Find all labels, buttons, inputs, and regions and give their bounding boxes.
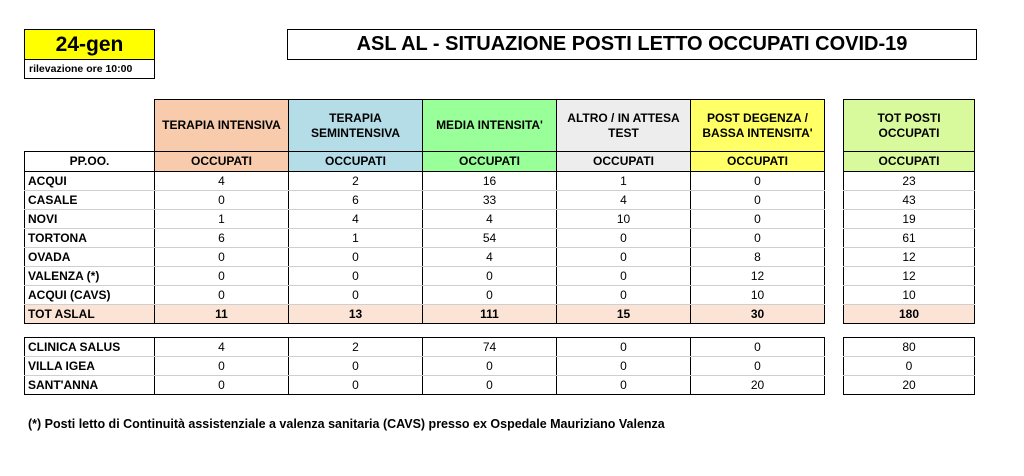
- value-cell: 0: [289, 267, 423, 286]
- value-cell: 0: [423, 376, 557, 395]
- value-cell: 2: [289, 172, 423, 191]
- row-label: ACQUI (CAVS): [25, 286, 155, 305]
- date-label: 24-gen: [24, 29, 155, 60]
- value-cell: 0: [289, 286, 423, 305]
- blank-cell: [825, 248, 844, 267]
- header-row: [25, 100, 975, 152]
- value-cell: 0: [691, 172, 825, 191]
- total-cell: 23: [844, 172, 975, 191]
- column-subheader: OCCUPATI: [557, 152, 691, 172]
- value-cell: 0: [155, 267, 289, 286]
- table-row: [25, 305, 975, 324]
- column-header: TERAPIA INTENSIVA: [155, 100, 289, 152]
- blank-cell: [825, 229, 844, 248]
- value-cell: 4: [289, 210, 423, 229]
- private-clinics-table: [24, 337, 975, 395]
- blank-cell: [825, 267, 844, 286]
- value-cell: 0: [691, 191, 825, 210]
- total-cell: 12: [844, 267, 975, 286]
- blank-cell: [825, 172, 844, 191]
- total-cell: 20: [844, 376, 975, 395]
- table-row: [25, 191, 975, 210]
- table-row: [25, 267, 975, 286]
- value-cell: 0: [155, 191, 289, 210]
- total-cell: 80: [844, 338, 975, 357]
- column-subheader: OCCUPATI: [691, 152, 825, 172]
- value-cell: 0: [557, 357, 691, 376]
- value-cell: 1: [155, 210, 289, 229]
- row-label: TORTONA: [25, 229, 155, 248]
- blank-cell: [25, 100, 155, 152]
- value-cell: 0: [691, 229, 825, 248]
- value-cell: 0: [289, 248, 423, 267]
- total-cell: 43: [844, 191, 975, 210]
- value-cell: 0: [423, 357, 557, 376]
- total-column-subheader: OCCUPATI: [844, 152, 975, 172]
- value-cell: 30: [691, 305, 825, 324]
- footnote: (*) Posti letto di Continuità assistenziale a valenza sanitaria (CAVS) presso ex Ospedale Mauriziano Valenza: [28, 417, 665, 431]
- value-cell: 12: [691, 267, 825, 286]
- row-label: VALENZA (*): [25, 267, 155, 286]
- blank-cell: [825, 191, 844, 210]
- column-header: POST DEGENZA / BASSA INTENSITA': [691, 100, 825, 152]
- value-cell: 4: [423, 248, 557, 267]
- subheader-row: [25, 152, 975, 172]
- value-cell: 8: [691, 248, 825, 267]
- blank-cell: [825, 338, 844, 357]
- table-row: [25, 229, 975, 248]
- row-label: CASALE: [25, 191, 155, 210]
- total-cell: 12: [844, 248, 975, 267]
- value-cell: 0: [289, 357, 423, 376]
- value-cell: 0: [289, 376, 423, 395]
- row-label: NOVI: [25, 210, 155, 229]
- value-cell: 16: [423, 172, 557, 191]
- column-subheader: OCCUPATI: [155, 152, 289, 172]
- table-row: [25, 286, 975, 305]
- table-row: [25, 210, 975, 229]
- value-cell: 0: [691, 210, 825, 229]
- value-cell: 6: [155, 229, 289, 248]
- value-cell: 0: [155, 286, 289, 305]
- blank-cell: [825, 100, 844, 152]
- column-subheader: OCCUPATI: [423, 152, 557, 172]
- column-header: MEDIA INTENSITA': [423, 100, 557, 152]
- blank-cell: [825, 152, 844, 172]
- table-row: [25, 172, 975, 191]
- value-cell: 0: [155, 376, 289, 395]
- row-label: TOT ASLAL: [25, 305, 155, 324]
- value-cell: 0: [557, 267, 691, 286]
- value-cell: 0: [423, 267, 557, 286]
- blank-cell: [825, 286, 844, 305]
- value-cell: 1: [557, 172, 691, 191]
- table-row: [25, 248, 975, 267]
- value-cell: 10: [691, 286, 825, 305]
- blank-cell: [825, 376, 844, 395]
- value-cell: 74: [423, 338, 557, 357]
- value-cell: 2: [289, 338, 423, 357]
- value-cell: 0: [557, 248, 691, 267]
- row-label: CLINICA SALUS: [25, 338, 155, 357]
- row-label: OVADA: [25, 248, 155, 267]
- row-label: SANT'ANNA: [25, 376, 155, 395]
- value-cell: 20: [691, 376, 825, 395]
- value-cell: 11: [155, 305, 289, 324]
- value-cell: 6: [289, 191, 423, 210]
- beds-table: [24, 99, 975, 324]
- row-label: ACQUI: [25, 172, 155, 191]
- blank-cell: [825, 357, 844, 376]
- value-cell: 33: [423, 191, 557, 210]
- table-row: [25, 376, 975, 395]
- time-note: rilevazione ore 10:00: [24, 60, 155, 79]
- total-cell: 180: [844, 305, 975, 324]
- value-cell: 4: [423, 210, 557, 229]
- value-cell: 0: [557, 229, 691, 248]
- blank-cell: [825, 305, 844, 324]
- value-cell: 0: [691, 357, 825, 376]
- value-cell: 0: [155, 248, 289, 267]
- value-cell: 10: [557, 210, 691, 229]
- value-cell: 0: [557, 338, 691, 357]
- value-cell: 1: [289, 229, 423, 248]
- value-cell: 111: [423, 305, 557, 324]
- column-header: ALTRO / IN ATTESA TEST: [557, 100, 691, 152]
- value-cell: 15: [557, 305, 691, 324]
- value-cell: 4: [155, 172, 289, 191]
- total-column-header: TOT POSTI OCCUPATI: [844, 100, 975, 152]
- row-header-label: PP.OO.: [25, 152, 155, 172]
- value-cell: 4: [557, 191, 691, 210]
- table-row: [25, 357, 975, 376]
- value-cell: 54: [423, 229, 557, 248]
- value-cell: 0: [557, 286, 691, 305]
- row-label: VILLA IGEA: [25, 357, 155, 376]
- value-cell: 4: [155, 338, 289, 357]
- total-cell: 0: [844, 357, 975, 376]
- total-cell: 19: [844, 210, 975, 229]
- column-subheader: OCCUPATI: [289, 152, 423, 172]
- total-cell: 10: [844, 286, 975, 305]
- blank-cell: [825, 210, 844, 229]
- value-cell: 0: [557, 376, 691, 395]
- total-cell: 61: [844, 229, 975, 248]
- value-cell: 0: [155, 357, 289, 376]
- value-cell: 13: [289, 305, 423, 324]
- column-header: TERAPIA SEMINTENSIVA: [289, 100, 423, 152]
- value-cell: 0: [423, 286, 557, 305]
- table-row: [25, 338, 975, 357]
- value-cell: 0: [691, 338, 825, 357]
- page-title: ASL AL - SITUAZIONE POSTI LETTO OCCUPATI COVID-19: [287, 29, 977, 60]
